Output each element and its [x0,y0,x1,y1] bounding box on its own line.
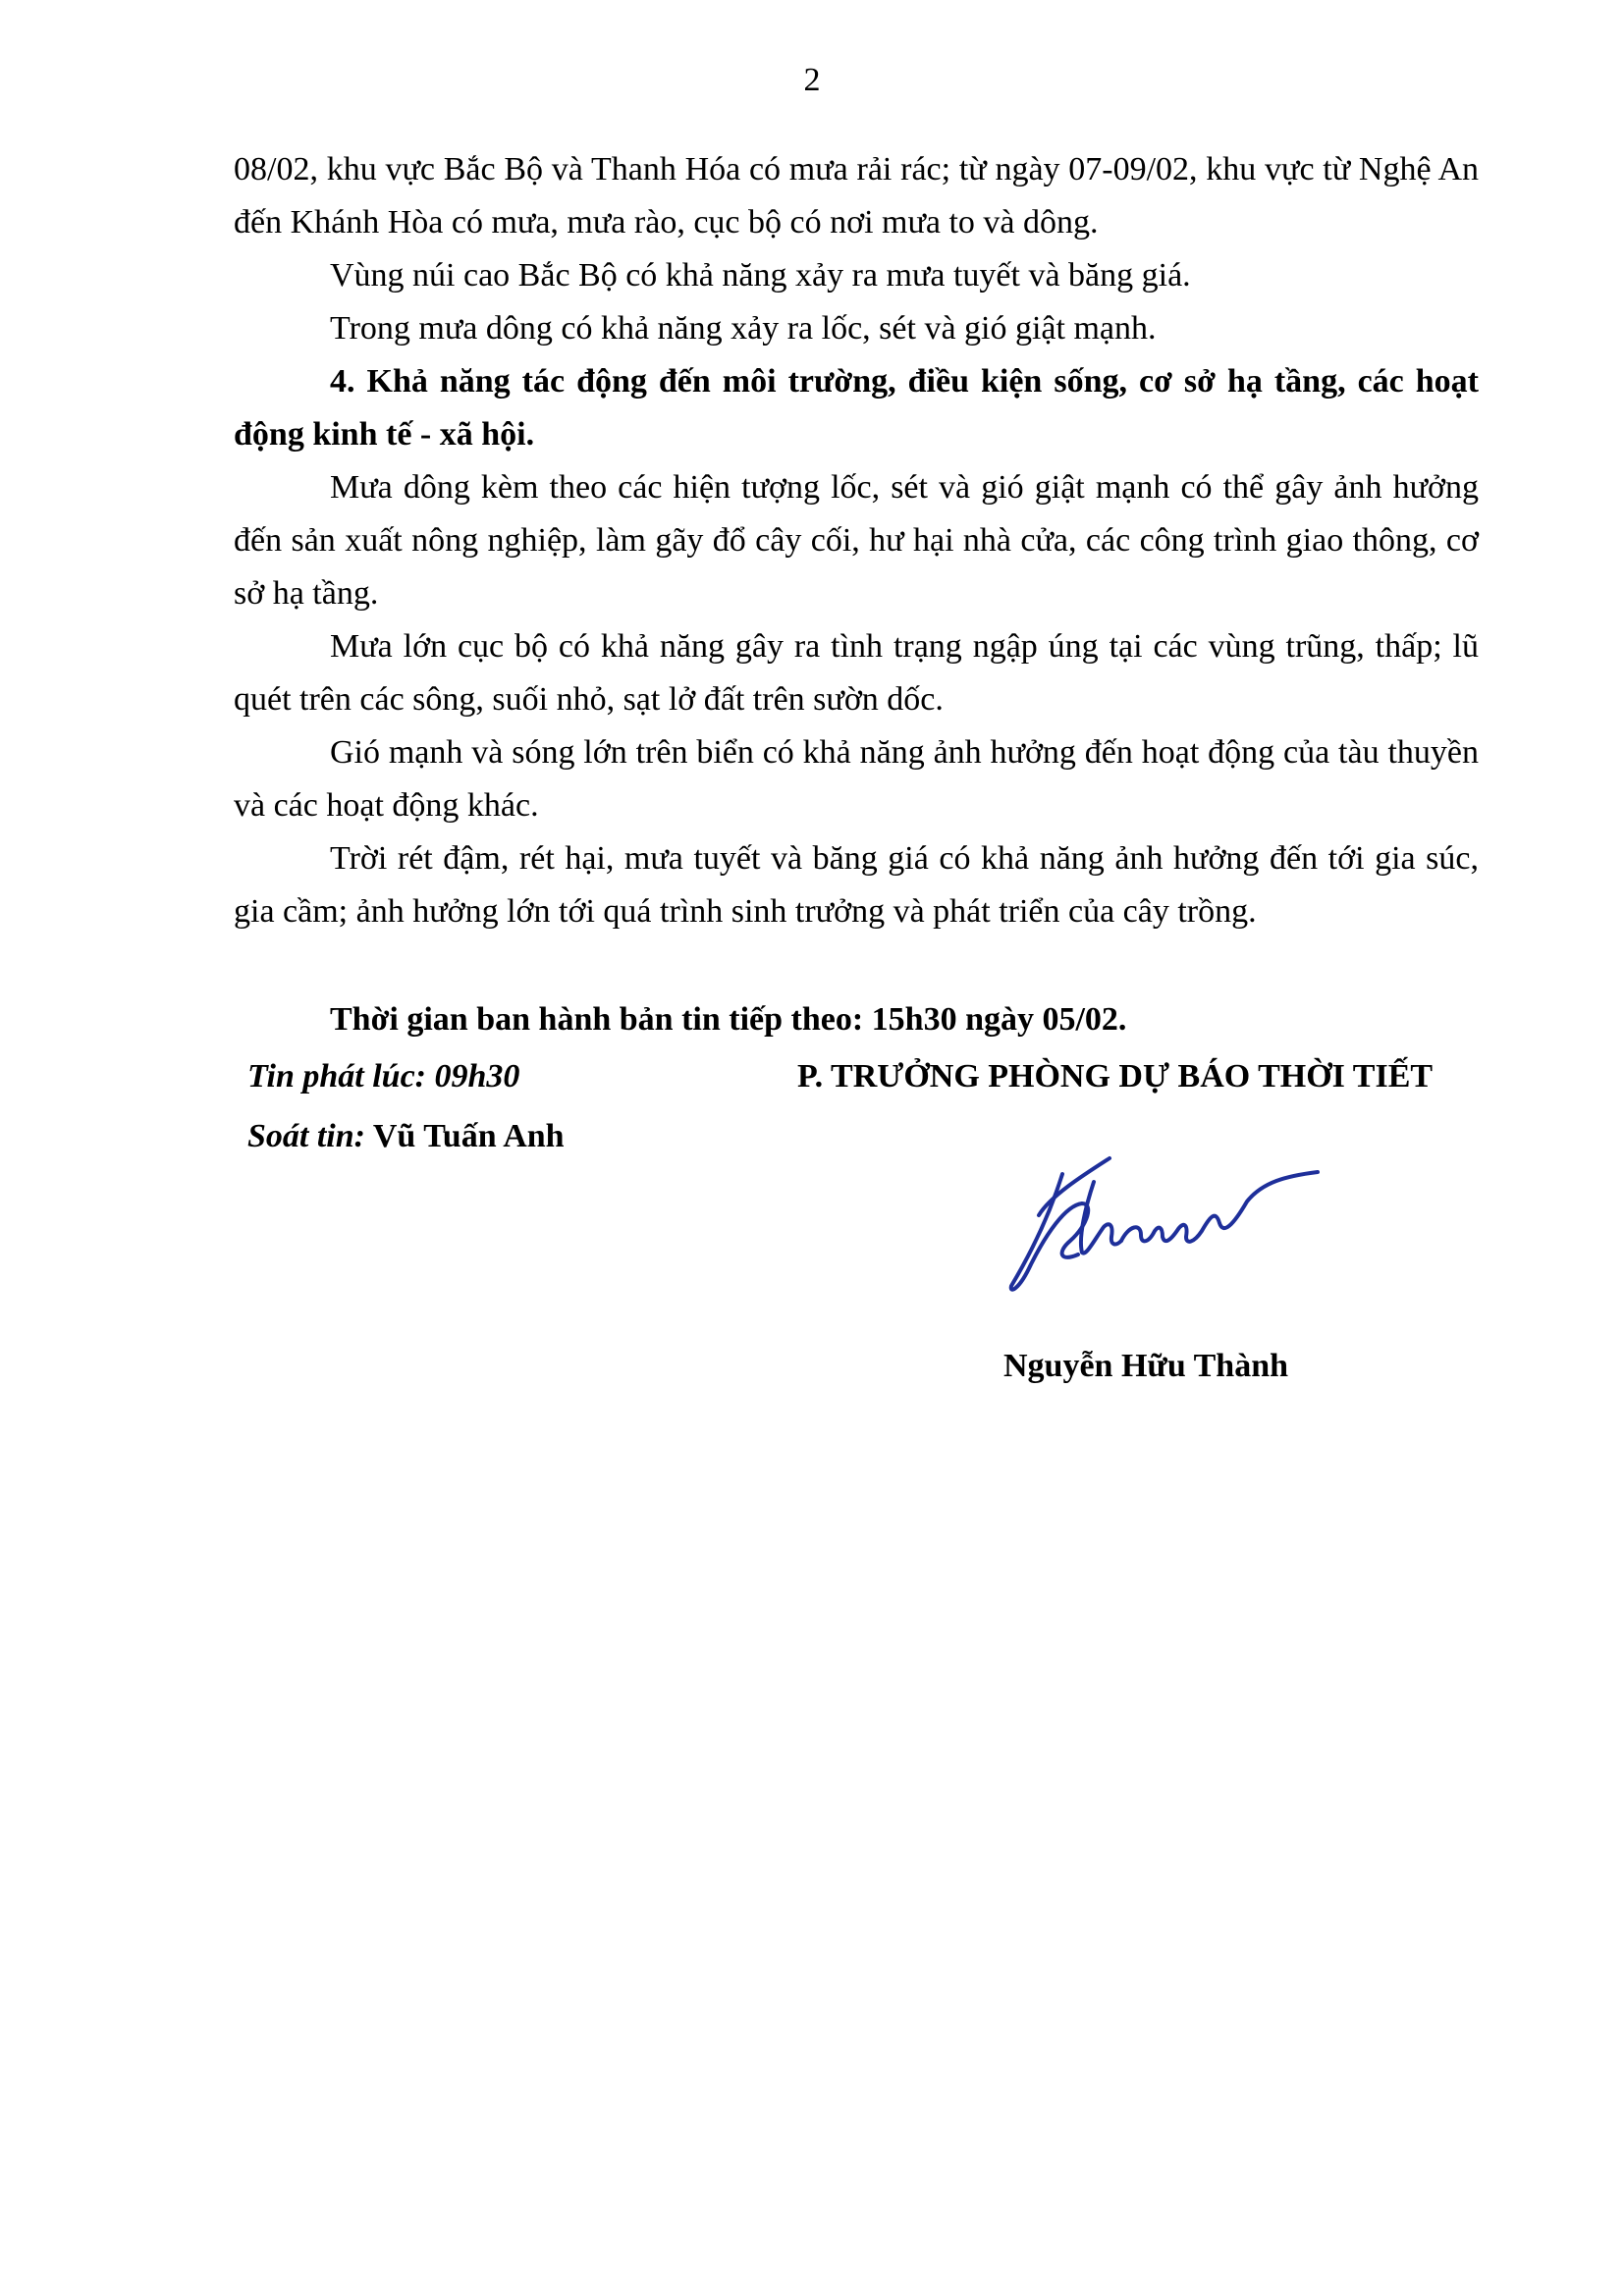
reviewer-name: Vũ Tuấn Anh [372,1118,565,1154]
page-number: 2 [803,62,821,98]
paragraph-thunderstorm-impact: Mưa dông kèm theo các hiện tượng lốc, sét và gió giật mạnh có thể gây ảnh hưởng đến sản xuất nông nghiệp, làm gãy đổ cây cối, hư hại nhà cửa, các công trình giao thông, cơ sở hạ tầng. [234,469,1479,612]
paragraph-sea-impact: Gió mạnh và sóng lớn trên biển có khả năng ảnh hưởng đến hoạt động của tàu thuyền và các hoạt động khác. [234,734,1479,824]
paragraph-cold-impact: Trời rét đậm, rét hại, mưa tuyết và băng giá có khả năng ảnh hưởng đến tới gia súc, gia cầm; ảnh hưởng lớn tới quá trình sinh trưởng và phát triển của cây trồng. [234,840,1479,930]
paragraph-heavy-rain-impact: Mưa lớn cục bộ có khả năng gây ra tình trạng ngập úng tại các vùng trũng, thấp; lũ quét trên các sông, suối nhỏ, sạt lở đất trên sườn dốc. [234,628,1479,718]
signer-name: Nguyễn Hữu Thành [1003,1348,1289,1384]
section-heading-impacts: 4. Khả năng tác động đến môi trường, điều kiện sống, cơ sở hạ tầng, các hoạt động kinh tế - xã hội. [234,363,1479,453]
issued-at: Tin phát lúc: 09h30 [247,1058,520,1095]
signature-stroke-word [1121,1172,1318,1242]
paragraph-snow-frost: Vùng núi cao Bắc Bộ có khả năng xảy ra mưa tuyết và băng giá. [330,257,1191,294]
paragraph-rain-forecast: 08/02, khu vực Bắc Bộ và Thanh Hóa có mưa rải rác; từ ngày 07-09/02, khu vực từ Nghệ An đến Khánh Hòa có mưa, mưa rào, cục bộ có nơi mưa to và dông. [234,151,1479,240]
signer-title: P. TRƯỞNG PHÒNG DỰ BÁO THỜI TIẾT [797,1058,1434,1095]
reviewer-label: Soát tin: [247,1118,365,1154]
document-body [234,143,1479,938]
next-issue-time: Thời gian ban hành bản tin tiếp theo: 15h30 ngày 05/02. [330,1001,1127,1038]
signature-image [992,1147,1345,1313]
reviewer [247,1115,565,1158]
signature-stroke-initial [1011,1174,1088,1290]
paragraph-thunderstorm: Trong mưa dông có khả năng xảy ra lốc, sét và gió giật mạnh. [330,310,1157,347]
